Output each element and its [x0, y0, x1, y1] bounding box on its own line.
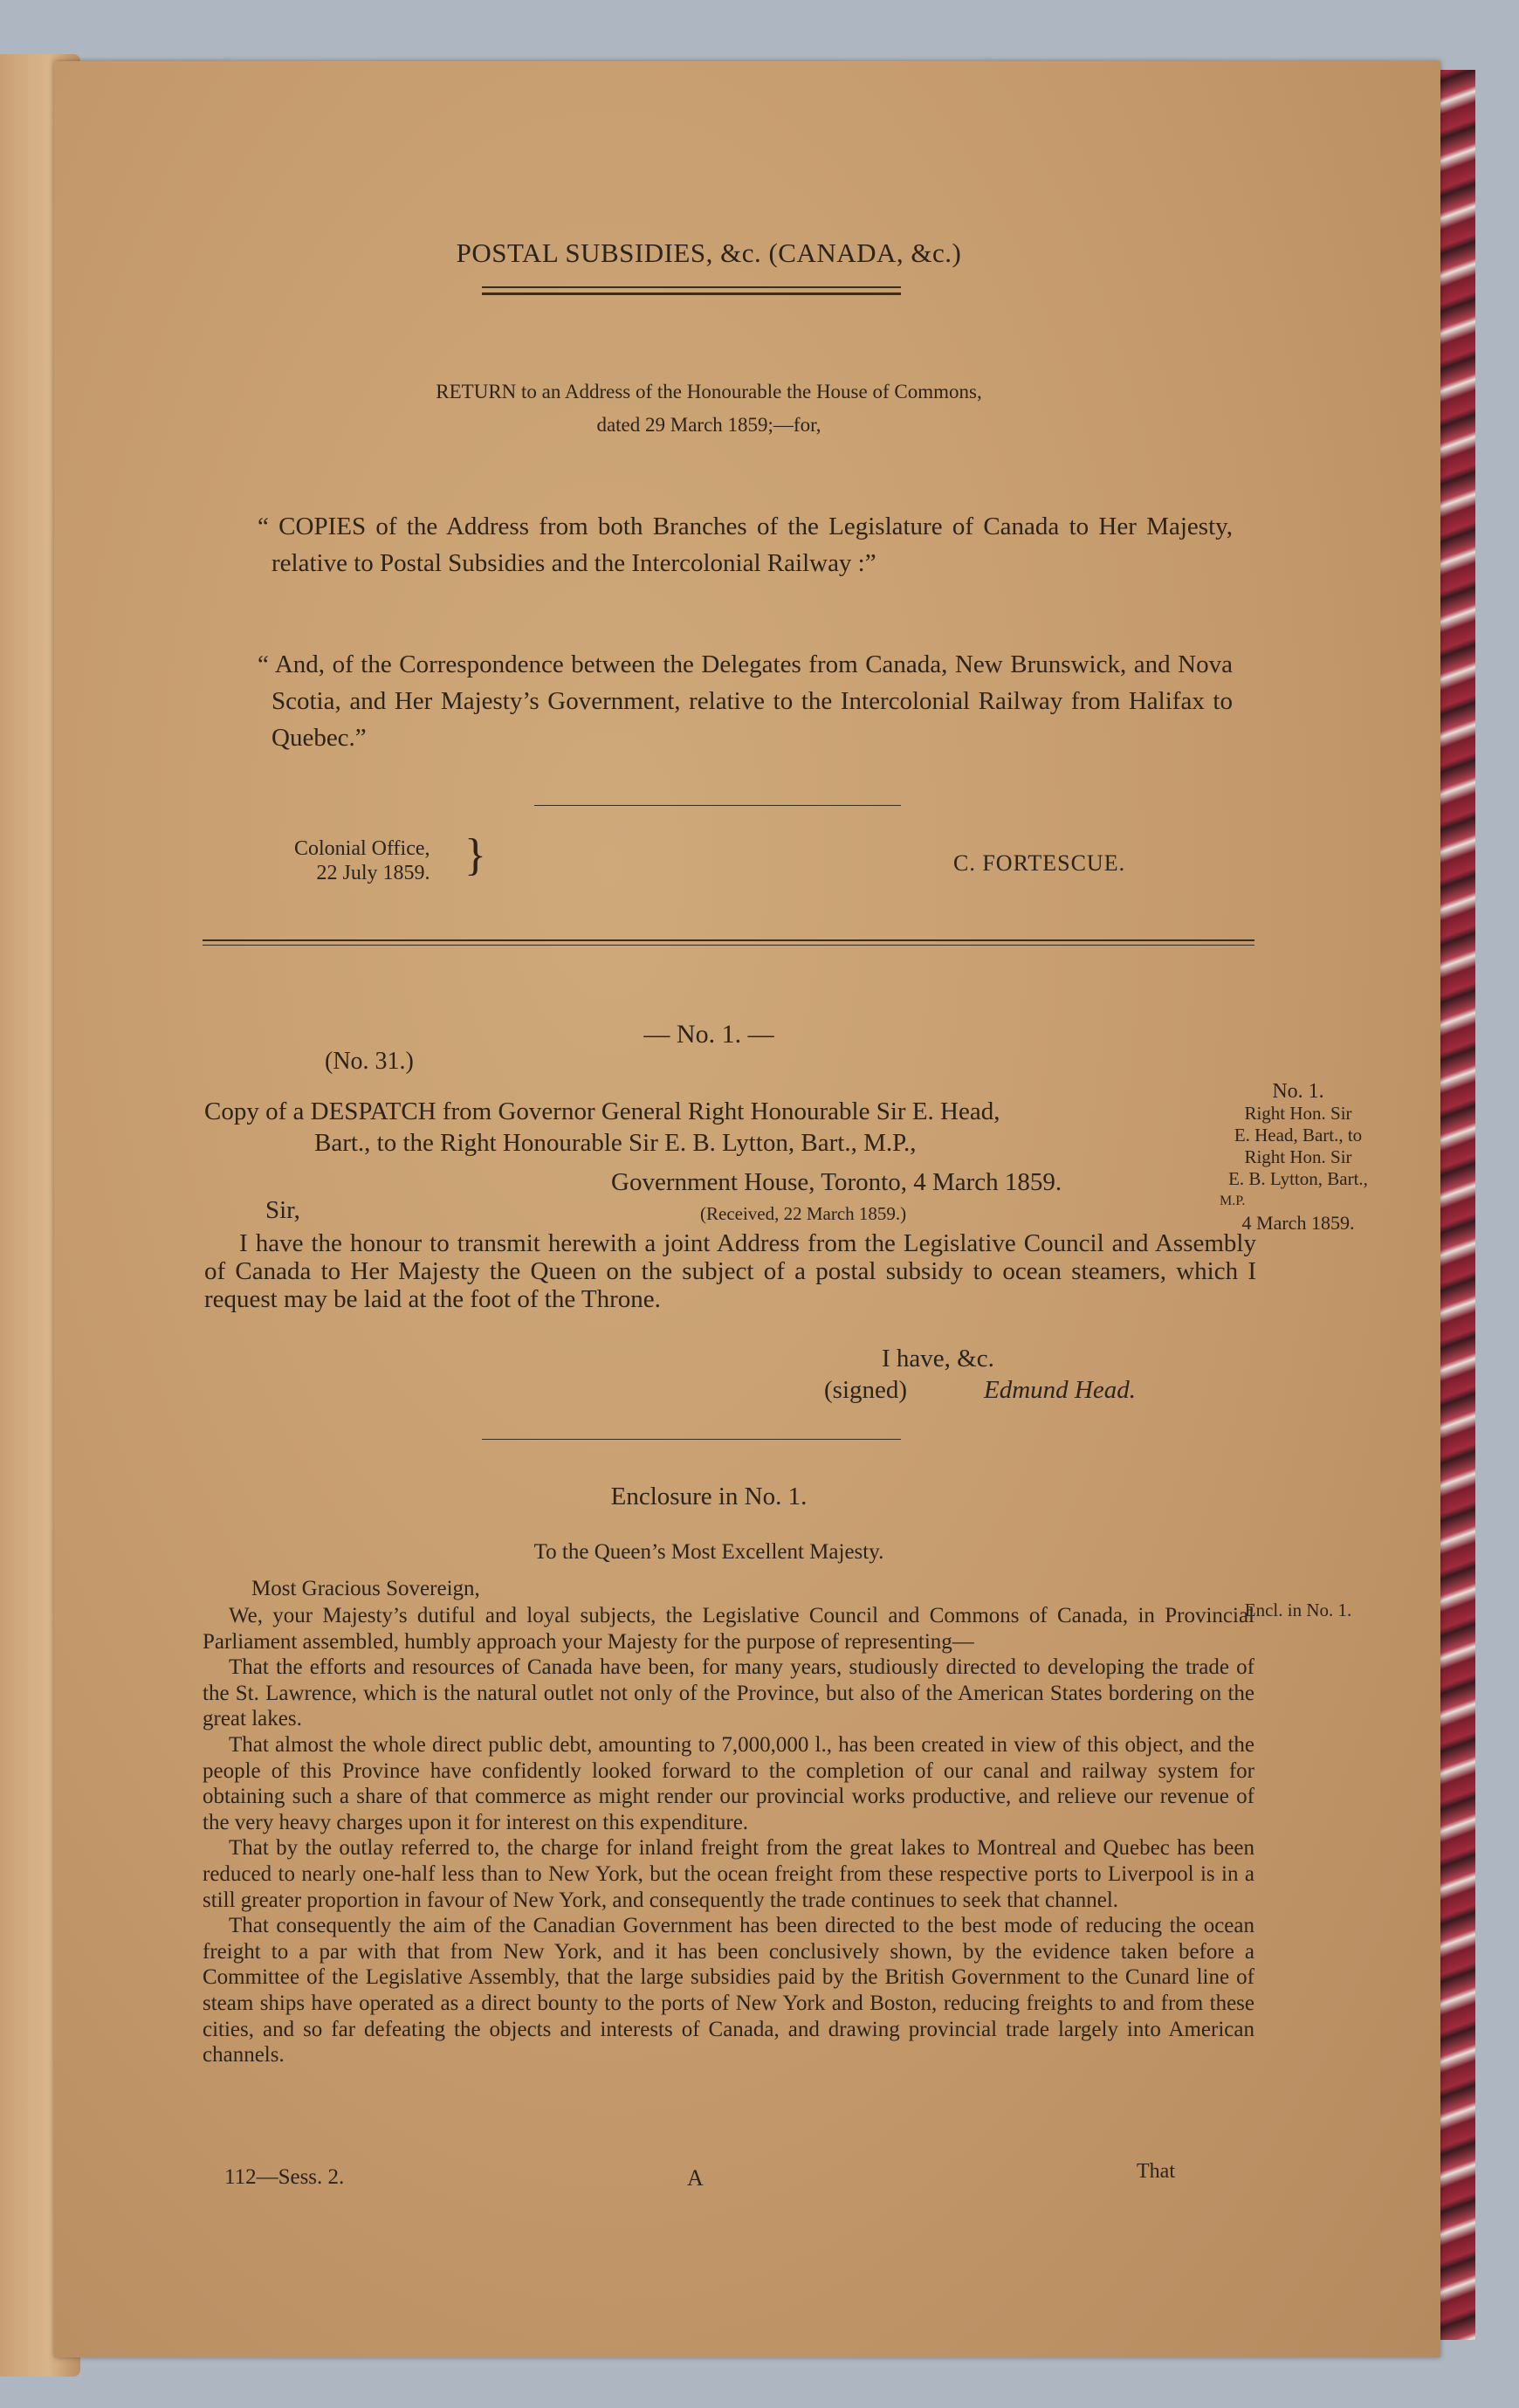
margin-note-1-line: E. B. Lytton, Bart., — [1228, 1168, 1368, 1189]
enclosure-paragraph: That by the outlay referred to, the charge for inland freight from the great lakes to Montreal and Quebec has been reduced to nearly one-half less than to New York, but the ocean freight from these respective ports to Liverpool is in a still greater proportion in favour of New York, and consequently the trade continues to seek that channel. — [203, 1836, 1254, 1912]
margin-note-1-line: E. Head, Bart., to — [1234, 1125, 1363, 1146]
return-line-2: dated 29 March 1859;—for, — [596, 414, 821, 436]
despatch-body-text: I have the honour to transmit herewith a joint Address from the Legislative Council and Assembly of Canada to Her Majesty the Queen on the subject of a postal subsidy to ocean steamers, which I request may be laid at the foot of the Throne. — [204, 1229, 1256, 1313]
title-rule-bottom — [482, 292, 901, 295]
number-heading: — No. 1. — — [643, 1020, 774, 1049]
return-address — [54, 375, 1364, 442]
despatch-signed-label: (signed) — [824, 1376, 908, 1404]
despatch-location: Government House, Toronto, 4 March 1859. — [611, 1168, 1062, 1196]
despatch-ref: (No. 31.) — [325, 1048, 414, 1075]
margin-note-1-line: Right Hon. Sir — [1244, 1146, 1352, 1167]
despatch-salutation: Sir, — [265, 1196, 300, 1224]
enclosure-heading: Enclosure in No. 1. — [610, 1483, 808, 1510]
despatch-title-2: Bart., to the Right Honourable Sir E. B. Lytton, Bart., M.P., — [314, 1129, 917, 1157]
session-number: 112—Sess. 2. — [224, 2165, 345, 2189]
signer-name: C. FORTESCUE. — [953, 850, 1126, 876]
copies-paragraph-1: “ COPIES of the Address from both Branches of the Legislature of Canada to Her Majesty, relative to Postal Subsidies and the Intercolonial Railway :” — [258, 513, 1233, 577]
office-name: Colonial Office, — [294, 837, 430, 860]
enclosure-address: To the Queen’s Most Excellent Majesty. — [533, 1540, 884, 1564]
copies-paragraph-2: “ And, of the Correspondence between the Delegates from Canada, New Brunswick, and Nova Scotia, and Her Majesty’s Government, relative to the Intercolonial Railway from Halifax to Quebec.” — [258, 650, 1233, 752]
despatch-received: (Received, 22 March 1859.) — [700, 1203, 907, 1224]
double-rule-top — [203, 939, 1254, 941]
despatch-closing: I have, &c. — [882, 1345, 994, 1373]
enclosure-paragraph: We, your Majesty’s dutiful and loyal subjects, the Legislative Council and Commons of Canada, in Provincial Parliament assembled, humbly approach your Majesty for the purpose of representing— — [203, 1604, 1254, 1654]
enclosure-paragraph: That the efforts and resources of Canada have been, for many years, studiously directed to developing the trade of the St. Lawrence, which is the natural outlet not only of the Province, but also of the American States bordering on the great lakes. — [203, 1655, 1254, 1731]
despatch-title-1: Copy of a DESPATCH from Governor General Right Honourable Sir E. Head, — [204, 1097, 1000, 1125]
office-date: 22 July 1859. — [316, 862, 430, 884]
enclosure-paragraph: That almost the whole direct public debt, amounting to 7,000,000 l., has been created in view of this object, and the people of this Province have confidently looked forward to the completion of our canal and railway system for obtaining such a share of that commerce as might render our provincial works productive, and relieve our revenue of the very heavy charges upon it for interest on this expenditure. — [203, 1732, 1254, 1834]
document-page — [54, 61, 1440, 2357]
enclosure-paragraph: That consequently the aim of the Canadian Government has been directed to the best mode of reducing the ocean freight to a par with that from New York, and it has been conclusively shown, by the evidence taken before a Committee of the Legislative Assembly, that the large subsidies paid by the British Government to the Cunard line of steam ships have operated as a direct bounty to the ports of New York and Boston, reducing freights to and from these cities, and so far defeating the objects and interests of Canada, and drawing provincial trade largely into American channels. — [203, 1914, 1254, 2067]
signature-mark: A — [687, 2165, 704, 2191]
despatch-body — [204, 1229, 1256, 1313]
margin-note-1-line: M.P. — [1220, 1194, 1246, 1208]
margin-note-1-line: 4 March 1859. — [1241, 1212, 1355, 1234]
separator-enclosure — [482, 1439, 901, 1440]
return-line-1: RETURN to an Address of the Honourable the House of Commons, — [436, 381, 982, 402]
office-date-block — [294, 836, 430, 885]
margin-note-1-line: Right Hon. Sir — [1244, 1103, 1352, 1124]
brace-mark: } — [464, 830, 486, 880]
margin-note-1 — [1211, 1081, 1385, 1234]
margin-note-2: Encl. in No. 1. — [1244, 1600, 1352, 1620]
separator-short — [534, 805, 901, 806]
margin-note-1-line: No. 1. — [1272, 1080, 1324, 1103]
enclosure-body — [203, 1603, 1254, 2068]
catchword: That — [1137, 2160, 1175, 2183]
despatch-signed-name: Edmund Head. — [984, 1376, 1136, 1404]
title-rule-top — [482, 286, 901, 288]
double-rule-bottom — [203, 945, 1254, 946]
enclosure-salutation: Most Gracious Sovereign, — [251, 1577, 480, 1600]
document-title: POSTAL SUBSIDIES, &c. (CANADA, &c.) — [456, 237, 962, 268]
